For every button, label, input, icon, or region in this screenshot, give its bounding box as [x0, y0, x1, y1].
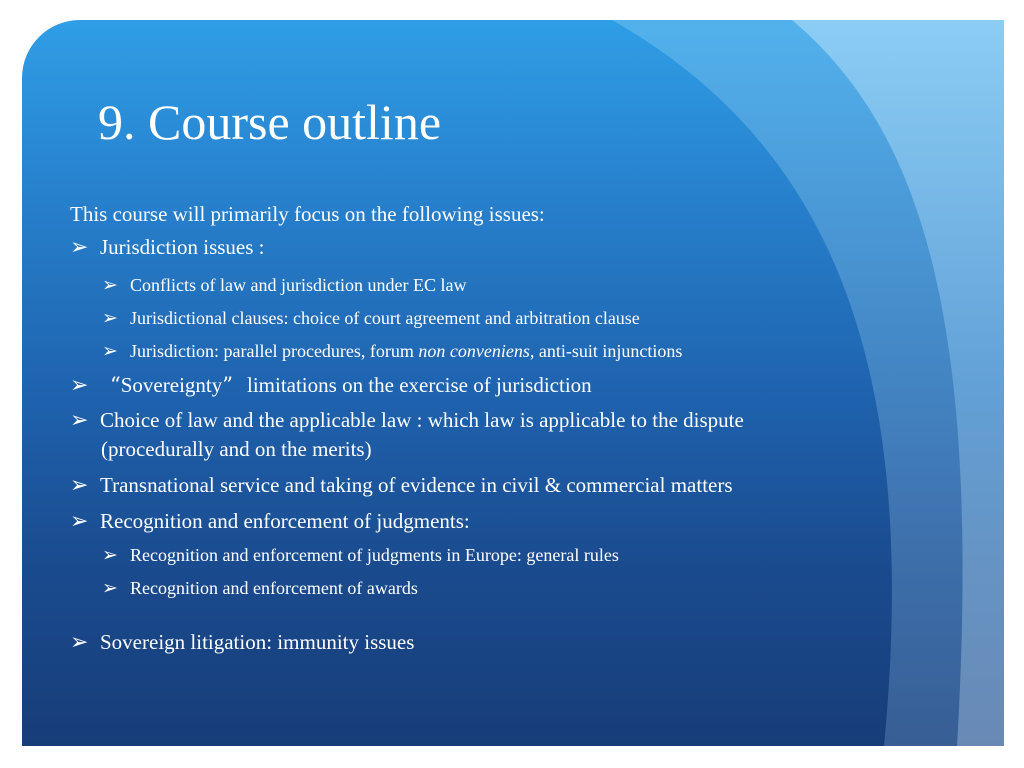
list-item: ➢ Choice of law and the applicable law : which law is applicable to the dispute (procedurally and on the merits) — [70, 408, 744, 461]
list-item: ➢ Recognition and enforcement of judgments in Europe: general rules — [102, 544, 619, 566]
arrow-bullet-icon: ➢ — [70, 473, 89, 498]
arrow-bullet-icon: ➢ — [70, 630, 89, 655]
list-item: ➢ Conflicts of law and jurisdiction under EC law — [102, 274, 467, 296]
list-item: ➢ Transnational service and taking of evidence in civil & commercial matters — [70, 473, 733, 498]
slide-title: 9. Course outline — [98, 94, 442, 150]
arrow-bullet-icon: ➢ — [70, 373, 89, 398]
arrow-bullet-icon: ➢ — [70, 235, 89, 260]
arrow-bullet-icon: ➢ — [102, 340, 118, 362]
arrow-bullet-icon: ➢ — [102, 577, 118, 599]
arrow-bullet-icon: ➢ — [70, 408, 89, 433]
arrow-bullet-icon: ➢ — [102, 274, 118, 296]
list-item: ➢ Jurisdictional clauses: choice of court agreement and arbitration clause — [102, 307, 640, 329]
list-item: ➢ Recognition and enforcement of awards — [102, 577, 418, 599]
list-item: ➢ Sovereign litigation: immunity issues — [70, 630, 415, 655]
slide — [22, 20, 1004, 746]
arrow-bullet-icon: ➢ — [102, 544, 118, 566]
list-item: ➢ Jurisdiction: parallel procedures, forum non conveniens, anti-suit injunctions — [102, 340, 683, 362]
list-item: ➢ “Sovereignty” limitations on the exercise of jurisdiction — [70, 373, 592, 398]
list-item: ➢ Jurisdiction issues : — [70, 235, 265, 260]
list-item: ➢ Recognition and enforcement of judgments: — [70, 509, 470, 534]
intro-text: This course will primarily focus on the following issues: — [70, 202, 545, 226]
arrow-bullet-icon: ➢ — [70, 509, 89, 534]
arrow-bullet-icon: ➢ — [102, 307, 118, 329]
